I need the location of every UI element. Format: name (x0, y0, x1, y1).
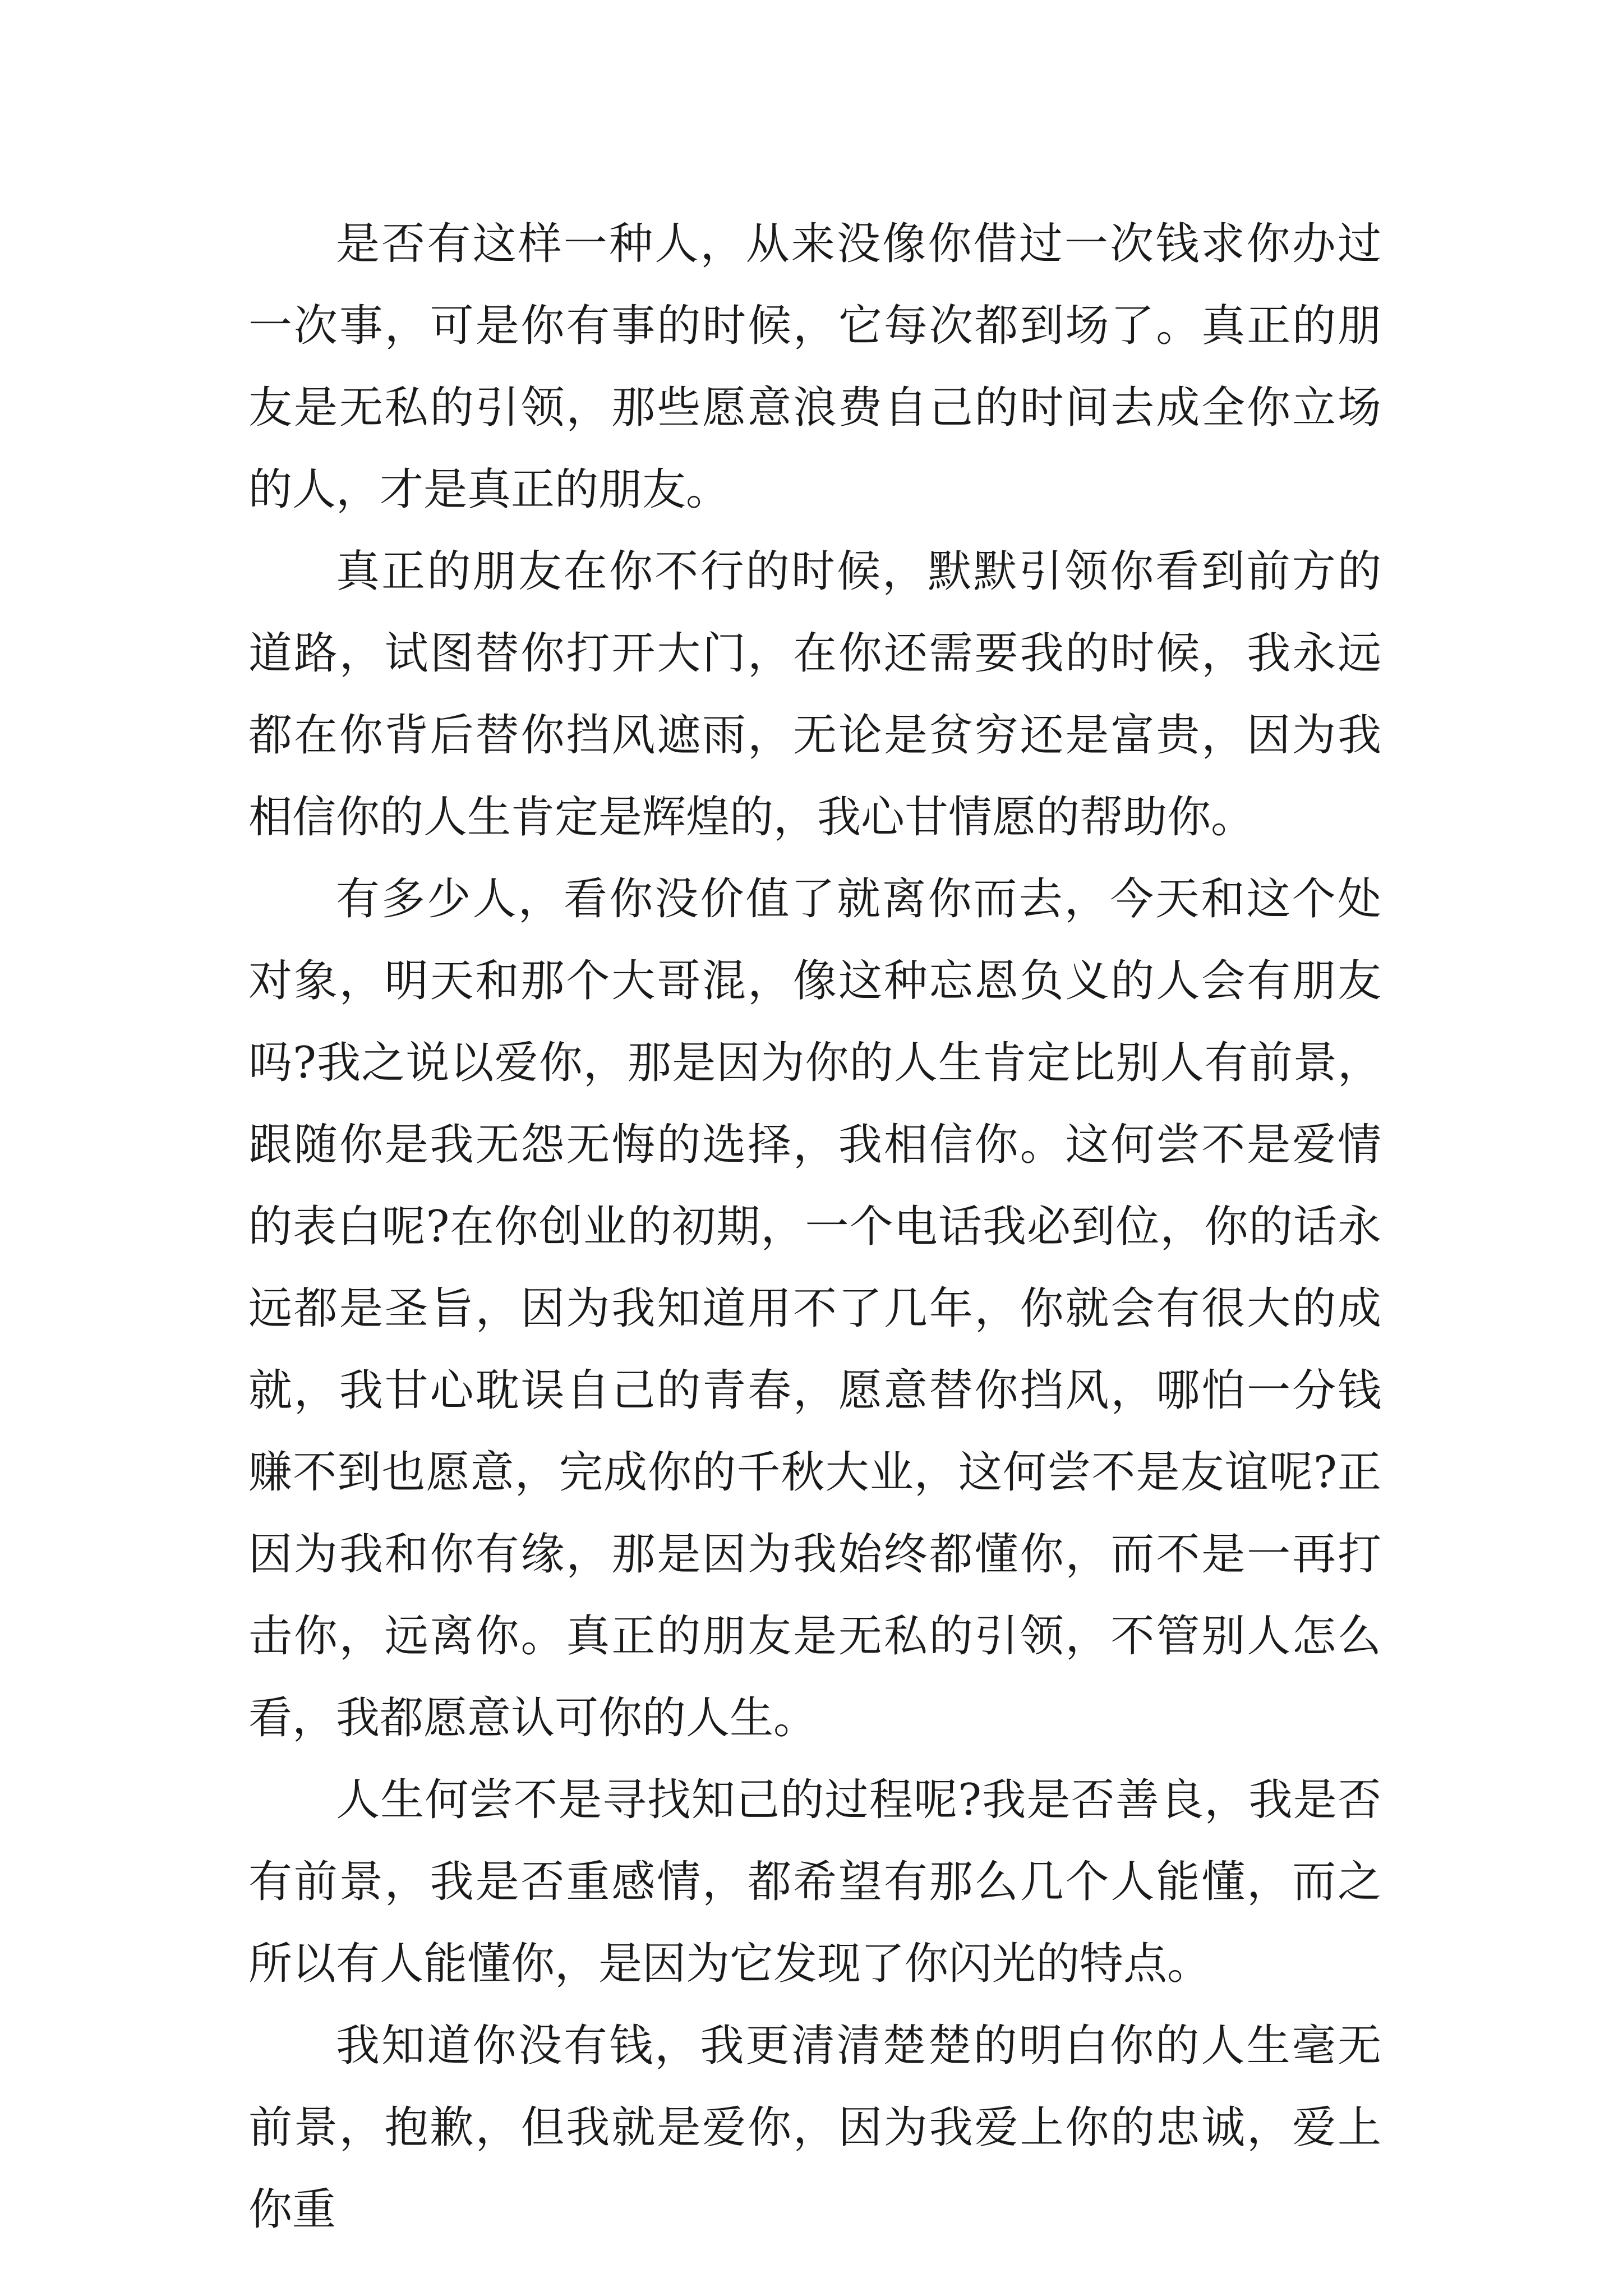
paragraph: 真正的朋友在你不行的时候，默默引领你看到前方的道路，试图替你打开大门，在你还需要我的时候，我永远都在你背后替你挡风遮雨，无论是贫穷还是富贵，因为我相信你的人生肯定是辉煌的，我心甘情愿的帮助你。 (248, 546, 1381, 843)
paragraph: 是否有这样一种人，从来没像你借过一次钱求你办过一次事，可是你有事的时候，它每次都到场了。真正的朋友是无私的引领，那些愿意浪费自己的时间去成全你立场的人，才是真正的朋友。 (248, 219, 1381, 515)
paragraph: 有多少人，看你没价值了就离你而去，今天和这个处对象，明天和那个大哥混，像这种忘恩负义的人会有朋友吗?我之说以爱你，那是因为你的人生肯定比别人有前景，跟随你是我无怨无悔的选择，我相信你。这何尝不是爱情的表白呢?在你创业的初期，一个电话我必到位，你的话永远都是圣旨，因为我知道用不了几年，你就会有很大的成就，我甘心耽误自己的青春，愿意替你挡风，哪怕一分钱赚不到也愿意，完成你的千秋大业，这何尝不是友谊呢?正因为我和你有缘，那是因为我始终都懂你，而不是一再打击你，远离你。真正的朋友是无私的引领，不管别人怎么看，我都愿意认可你的人生。 (248, 874, 1381, 1743)
paragraph: 我知道你没有钱，我更清清楚楚的明白你的人生毫无前景，抱歉，但我就是爱你，因为我爱上你的忠诚，爱上你重 (248, 2021, 1381, 2235)
document-body (248, 203, 1381, 2251)
paragraph: 人生何尝不是寻找知己的过程呢?我是否善良，我是否有前景，我是否重感情，都希望有那么几个人能懂，而之所以有人能懂你，是因为它发现了你闪光的特点。 (248, 1775, 1381, 1989)
